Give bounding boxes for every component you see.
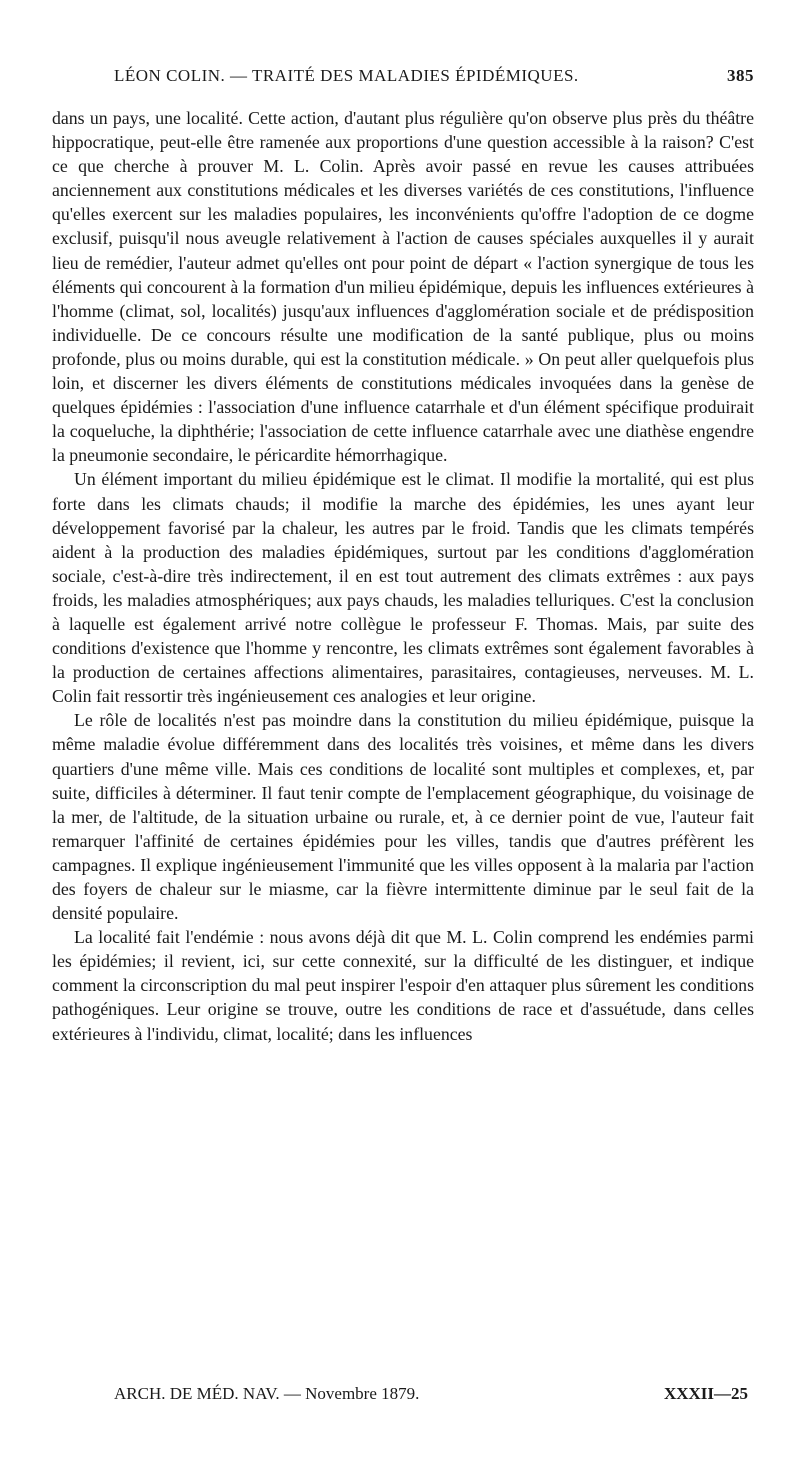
paragraph-endemie: La localité fait l'endémie : nous avons déjà dit que M. L. Colin comprend les endémies parmi les épidémies; il revient, ici, sur cette connexité, sur la difficulté de les distinguer, et indique comment la circonscription du mal peut inspirer l'espoir d'en attaquer plus sûrement les conditions pathogéniques. Leur origine se trouve, outre les conditions de race et d'assuétude, dans celles extérieures à l'individu, climat, localité; dans les influences (52, 927, 754, 1044)
running-title: LÉON COLIN. — TRAITÉ DES MALADIES ÉPIDÉMIQUES. (114, 66, 579, 85)
paragraph-localites: Le rôle de localités n'est pas moindre dans la constitution du milieu épidémique, puisque la même maladie évolue différemment dans des localités très voisines, et même dans les divers quartiers d'une même ville. Mais ces conditions de localité sont multiples et complexes, et, par suite, difficiles à déterminer. Il faut tenir compte de l'emplacement géographique, du voisinage de la mer, de l'altitude, de la situation urbaine ou rurale, et, à ce dernier point de vue, l'auteur fait remarquer l'affinité de certaines épidémies pour les villes, tandis que d'autres préfèrent les campagnes. Il explique ingénieusement l'immunité que les villes opposent à la malaria par l'action des foyers de chaleur sur le miasme, car la fièvre intermittente diminue par le seul fait de la densité populaire. (52, 710, 754, 924)
page-footer (52, 1384, 754, 1408)
paragraph-constitutions: dans un pays, une localité. Cette action, d'autant plus régulière qu'on observe plus près du théâtre hippocratique, peut-elle être ramenée aux proportions d'une question accessible à la raison? C'est ce que cherche à prouver M. L. Colin. Après avoir passé en revue les causes attribuées anciennement aux constitutions médicales et les diverses variétés de ces constitutions, l'influence qu'elles exercent sur les maladies populaires, les inconvénients qu'offre l'adoption de ce dogme exclusif, puisqu'il nous aveugle relativement à l'action de causes spéciales auxquelles il y aurait lieu de remédier, l'auteur admet qu'elles ont pour point de départ « l'action synergique de tous les éléments qui concourent à la formation d'un milieu épidémique, depuis les influences extérieures à l'homme (climat, sol, localités) jusqu'aux influences d'agglomération sociale et de prédisposition individuelle. De ce concours résulte une modification de la santé publique, plus ou moins profonde, plus ou moins durable, qui est la constitution médicale. » On peut aller quelquefois plus loin, et discerner les divers éléments de constitutions médicales invoquées dans la genèse de quelques épidémies : l'association d'une influence catarrhale et d'un élément spécifique produirait la coqueluche, la diphthérie; l'association de cette influence catarrhale avec une diathèse engendre la pneumonie secondaire, le péricardite hémorrhagique. (52, 108, 754, 466)
running-head (52, 66, 754, 92)
paragraph-climat: Un élément important du milieu épidémique est le climat. Il modifie la mortalité, qui est plus forte dans les climats chauds; il modifie la marche des épidémies, les unes ayant leur développement favorisé par la chaleur, les autres par le froid. Tandis que les climats tempérés aident à la production des maladies épidémiques, surtout par les conditions d'agglomération sociale, c'est-à-dire très indirectement, il en est tout autrement des climats extrêmes : aux pays froids, les maladies atmosphériques; aux pays chauds, les maladies telluriques. C'est la conclusion à laquelle est également arrivé notre collègue le professeur F. Thomas. Mais, par suite des conditions d'existence que l'homme y rencontre, les climats extrêmes sont également favorables à la production de certaines affections alimentaires, parasitaires, contagieuses, nerveuses. M. L. Colin fait ressortir très ingénieusement ces analogies et leur origine. (52, 469, 754, 707)
footer-journal: ARCH. DE MÉD. NAV. — Novembre 1879. (114, 1384, 420, 1403)
page-number: 385 (727, 66, 754, 85)
footer-signature: XXXII—25 (663, 1384, 748, 1403)
body-text (52, 106, 754, 1046)
